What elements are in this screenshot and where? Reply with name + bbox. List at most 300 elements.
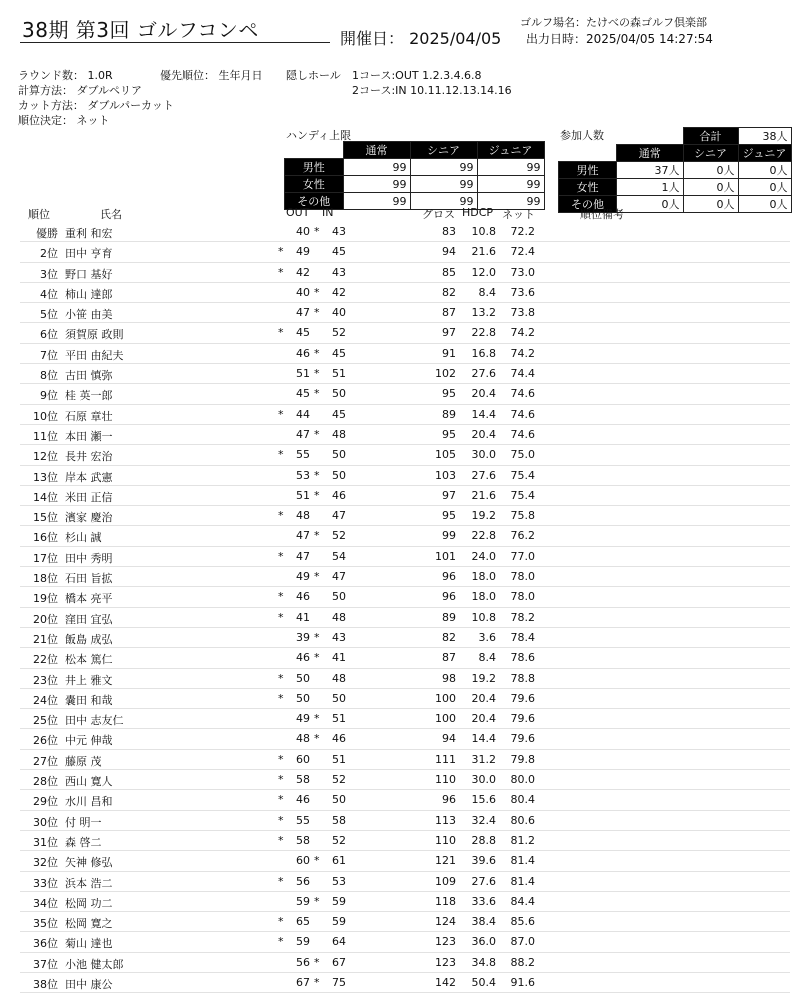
table-row (20, 973, 790, 993)
setting-rounds-value: 1.0R (87, 69, 113, 82)
output-datetime-label: 出力日時： (526, 32, 587, 46)
cell-s2: * (314, 570, 320, 584)
cell-name: 本田 瀬一 (65, 429, 113, 443)
cell-out: 59 (296, 935, 310, 949)
cell-out: 50 (296, 691, 310, 705)
handicap-cell: 99 (343, 159, 410, 176)
cell-in: 50 (332, 387, 346, 401)
col-gross: グロス (422, 208, 455, 221)
cell-out: 45 (296, 387, 310, 401)
cell-name: 中元 伸哉 (65, 734, 113, 748)
participants-row-label: 女性 (559, 179, 617, 196)
cell-in: 61 (332, 854, 346, 868)
handicap-cell: 99 (410, 176, 477, 193)
cell-gross: 89 (442, 610, 456, 624)
cell-gross: 109 (435, 874, 456, 888)
col-name: 氏名 (100, 208, 122, 221)
cell-s1: * (278, 448, 284, 462)
cell-net: 72.2 (510, 225, 535, 238)
table-row (20, 669, 790, 689)
cell-hdcp: 15.6 (471, 793, 496, 807)
cell-in: 45 (332, 346, 346, 360)
table-row (20, 790, 790, 810)
cell-name: 野口 基好 (65, 267, 113, 281)
handicap-title: ハンディ上限 (286, 129, 352, 142)
cell-rank: 17位 (33, 551, 58, 565)
cell-hdcp: 8.4 (478, 651, 496, 665)
event-date (340, 26, 501, 49)
cell-hdcp: 18.0 (471, 590, 496, 604)
table-row (20, 344, 790, 364)
cell-name: 窪田 宜弘 (65, 612, 113, 626)
cell-in: 46 (332, 488, 346, 502)
setting-cut (18, 97, 174, 113)
col-hdcp: HDCP (462, 206, 494, 219)
cell-gross: 142 (435, 975, 456, 989)
cell-s1: * (278, 752, 284, 766)
cell-name: 桂 英一郎 (65, 389, 113, 403)
cell-name: 米田 正信 (65, 490, 113, 504)
results-table (20, 222, 790, 993)
cell-s1: * (278, 610, 284, 624)
participants-row-label: その他 (559, 196, 617, 213)
cell-hdcp: 30.0 (471, 773, 496, 787)
cell-out: 58 (296, 833, 310, 847)
cell-hdcp: 27.6 (471, 367, 496, 381)
cell-s1: * (278, 671, 284, 685)
handicap-cell: 99 (410, 159, 477, 176)
col-in: IN (322, 206, 334, 219)
cell-out: 46 (296, 651, 310, 665)
cell-in: 40 (332, 306, 346, 320)
handicap-row-label: 男性 (285, 159, 344, 176)
cell-out: 41 (296, 610, 310, 624)
cell-s2: * (314, 854, 320, 868)
cell-s2: * (314, 529, 320, 543)
cell-name: 田中 康公 (65, 977, 113, 991)
setting-order-label: 順位決定： (18, 114, 73, 127)
cell-net: 74.2 (510, 326, 535, 340)
cell-hdcp: 3.6 (478, 630, 496, 644)
cell-gross: 111 (435, 752, 456, 766)
table-row (20, 222, 790, 242)
cell-hdcp: 36.0 (471, 935, 496, 949)
cell-net: 79.6 (510, 732, 535, 746)
cell-gross: 105 (435, 448, 456, 462)
cell-rank: 5位 (40, 308, 58, 322)
cell-out: 56 (296, 874, 310, 888)
cell-s2: * (314, 651, 320, 665)
participants-cell: 0人 (738, 179, 791, 196)
cell-out: 58 (296, 773, 310, 787)
cell-rank: 16位 (33, 531, 58, 545)
handicap-table (284, 141, 545, 210)
table-row (20, 750, 790, 770)
cell-rank: 23位 (33, 673, 58, 687)
cell-hdcp: 22.8 (471, 326, 496, 340)
cell-gross: 113 (435, 813, 456, 827)
cell-name: 矢神 修弘 (65, 856, 113, 870)
cell-rank: 2位 (40, 247, 58, 261)
cell-net: 75.4 (510, 488, 535, 502)
col-rank: 順位 (28, 208, 50, 221)
table-row (20, 303, 790, 323)
cell-s1: * (278, 265, 284, 279)
cell-in: 53 (332, 874, 346, 888)
table-row (20, 689, 790, 709)
cell-in: 52 (332, 773, 346, 787)
hidden-course-2: 2コース:IN 10.11.12.13.14.16 (352, 84, 512, 97)
cell-gross: 96 (442, 570, 456, 584)
table-row (20, 953, 790, 973)
participants-cell: 0人 (683, 179, 738, 196)
table-row (20, 831, 790, 851)
cell-out: 42 (296, 265, 310, 279)
handicap-cell: 99 (343, 176, 410, 193)
cell-gross: 95 (442, 509, 456, 523)
cell-out: 49 (296, 570, 310, 584)
cell-net: 80.4 (510, 793, 535, 807)
cell-s1: * (278, 549, 284, 563)
table-row (20, 526, 790, 546)
cell-s2: * (314, 468, 320, 482)
cell-s2: * (314, 387, 320, 401)
handicap-col-header: 通常 (343, 142, 410, 159)
cell-rank: 33位 (33, 876, 58, 890)
cell-rank: 7位 (40, 348, 58, 362)
cell-rank: 4位 (40, 287, 58, 301)
event-date-label: 開催日： (340, 29, 405, 48)
table-row (20, 608, 790, 628)
event-date-value: 2025/04/05 (409, 29, 502, 48)
cell-in: 43 (332, 265, 346, 279)
cell-name: 浜本 浩二 (65, 876, 113, 890)
cell-in: 48 (332, 610, 346, 624)
cell-s1: * (278, 407, 284, 421)
cell-net: 91.6 (510, 975, 535, 989)
cell-gross: 94 (442, 732, 456, 746)
cell-hdcp: 20.4 (471, 387, 496, 401)
cell-gross: 110 (435, 833, 456, 847)
cell-in: 59 (332, 894, 346, 908)
cell-rank: 35位 (33, 917, 58, 931)
cell-out: 51 (296, 488, 310, 502)
cell-hdcp: 18.0 (471, 570, 496, 584)
cell-s1: * (278, 590, 284, 604)
cell-hdcp: 27.6 (471, 468, 496, 482)
cell-s2: * (314, 630, 320, 644)
cell-gross: 95 (442, 427, 456, 441)
cell-hdcp: 14.4 (471, 732, 496, 746)
cell-in: 58 (332, 813, 346, 827)
cell-hdcp: 50.4 (471, 975, 496, 989)
setting-calc (18, 82, 142, 98)
cell-in: 48 (332, 427, 346, 441)
cell-name: 長井 宏治 (65, 450, 113, 464)
cell-hdcp: 16.8 (471, 346, 496, 360)
cell-out: 47 (296, 306, 310, 320)
col-out: OUT (286, 206, 310, 219)
table-row (20, 425, 790, 445)
cell-gross: 110 (435, 773, 456, 787)
cell-out: 46 (296, 346, 310, 360)
cell-rank: 22位 (33, 653, 58, 667)
cell-net: 78.0 (510, 570, 535, 584)
cell-net: 74.6 (510, 387, 535, 401)
cell-name: 石田 旨拡 (65, 572, 113, 586)
cell-in: 54 (332, 549, 346, 563)
cell-gross: 83 (442, 225, 456, 238)
cell-gross: 97 (442, 488, 456, 502)
cell-s1: * (278, 793, 284, 807)
participants-cell: 1人 (617, 179, 684, 196)
col-remarks: 順位備考 (580, 208, 624, 221)
cell-in: 50 (332, 793, 346, 807)
cell-s2: * (314, 306, 320, 320)
cell-net: 74.2 (510, 346, 535, 360)
cell-in: 50 (332, 468, 346, 482)
cell-s1: * (278, 691, 284, 705)
cell-gross: 82 (442, 285, 456, 299)
table-row (20, 628, 790, 648)
participants-row-label: 男性 (559, 162, 617, 179)
cell-net: 80.6 (510, 813, 535, 827)
cell-in: 46 (332, 732, 346, 746)
cell-s2: * (314, 975, 320, 989)
cell-out: 46 (296, 590, 310, 604)
cell-gross: 100 (435, 712, 456, 726)
cell-rank: 18位 (33, 572, 58, 586)
cell-out: 46 (296, 793, 310, 807)
cell-in: 50 (332, 691, 346, 705)
cell-in: 52 (332, 529, 346, 543)
cell-name: 濱家 慶治 (65, 511, 113, 525)
table-row (20, 547, 790, 567)
cell-name: 須賀原 政則 (65, 328, 124, 342)
cell-net: 73.8 (510, 306, 535, 320)
cell-net: 74.6 (510, 427, 535, 441)
table-row (20, 587, 790, 607)
cell-out: 44 (296, 407, 310, 421)
cell-hdcp: 34.8 (471, 955, 496, 969)
cell-rank: 11位 (33, 429, 58, 443)
cell-rank: 14位 (33, 490, 58, 504)
cell-rank: 13位 (33, 470, 58, 484)
cell-name: 藤原 茂 (65, 754, 102, 768)
cell-gross: 82 (442, 630, 456, 644)
cell-net: 74.4 (510, 367, 535, 381)
cell-s2: * (314, 732, 320, 746)
cell-hdcp: 32.4 (471, 813, 496, 827)
cell-rank: 優勝 (36, 227, 58, 240)
cell-gross: 99 (442, 529, 456, 543)
cell-rank: 10位 (33, 409, 58, 423)
cell-name: 杉山 誠 (65, 531, 102, 545)
table-row (20, 506, 790, 526)
table-row (20, 729, 790, 749)
cell-net: 85.6 (510, 915, 535, 929)
participants-col-header: ジュニア (738, 145, 791, 162)
cell-name: 田中 志友仁 (65, 714, 124, 728)
cell-s1: * (278, 833, 284, 847)
table-row (20, 263, 790, 283)
cell-net: 75.4 (510, 468, 535, 482)
setting-calc-value: ダブルペリア (76, 84, 143, 97)
cell-in: 52 (332, 833, 346, 847)
cell-in: 52 (332, 326, 346, 340)
cell-in: 59 (332, 915, 346, 929)
cell-out: 53 (296, 468, 310, 482)
cell-s1: * (278, 915, 284, 929)
cell-in: 51 (332, 752, 346, 766)
cell-net: 73.0 (510, 265, 535, 279)
cell-hdcp: 30.0 (471, 448, 496, 462)
cell-rank: 24位 (33, 693, 58, 707)
table-row (20, 912, 790, 932)
cell-rank: 29位 (33, 795, 58, 809)
table-row (20, 648, 790, 668)
handicap-col-header: ジュニア (477, 142, 544, 159)
cell-in: 41 (332, 651, 346, 665)
cell-gross: 100 (435, 691, 456, 705)
cell-in: 47 (332, 509, 346, 523)
cell-out: 39 (296, 630, 310, 644)
cell-name: 岸本 武憲 (65, 470, 113, 484)
cell-in: 43 (332, 630, 346, 644)
table-row (20, 892, 790, 912)
cell-in: 45 (332, 407, 346, 421)
cell-name: 西山 寛人 (65, 775, 113, 789)
cell-s2: * (314, 225, 320, 238)
cell-net: 78.2 (510, 610, 535, 624)
handicap-row-label: その他 (285, 193, 344, 210)
table-row (20, 242, 790, 262)
cell-net: 81.2 (510, 833, 535, 847)
cell-out: 49 (296, 712, 310, 726)
cell-s2: * (314, 367, 320, 381)
cell-in: 47 (332, 570, 346, 584)
cell-hdcp: 39.6 (471, 854, 496, 868)
cell-rank: 20位 (33, 612, 58, 626)
cell-out: 51 (296, 367, 310, 381)
setting-order (18, 112, 110, 128)
cell-hdcp: 14.4 (471, 407, 496, 421)
cell-gross: 91 (442, 346, 456, 360)
cell-net: 84.4 (510, 894, 535, 908)
cell-rank: 37位 (33, 957, 58, 971)
cell-hdcp: 20.4 (471, 427, 496, 441)
cell-rank: 28位 (33, 775, 58, 789)
cell-rank: 6位 (40, 328, 58, 342)
table-row (20, 709, 790, 729)
table-row (20, 872, 790, 892)
table-row (20, 770, 790, 790)
cell-out: 48 (296, 509, 310, 523)
cell-in: 43 (332, 225, 346, 238)
cell-rank: 32位 (33, 856, 58, 870)
handicap-cell: 99 (410, 193, 477, 210)
cell-rank: 26位 (33, 734, 58, 748)
table-row (20, 811, 790, 831)
cell-name: 平田 由紀夫 (65, 348, 124, 362)
cell-out: 45 (296, 326, 310, 340)
cell-s2: * (314, 955, 320, 969)
cell-gross: 102 (435, 367, 456, 381)
cell-net: 79.6 (510, 691, 535, 705)
cell-s1: * (278, 326, 284, 340)
cell-name: 小池 健太郎 (65, 957, 124, 971)
cell-name: 嚢田 和哉 (65, 693, 113, 707)
cell-net: 81.4 (510, 874, 535, 888)
participants-cell: 0人 (683, 162, 738, 179)
cell-name: 重利 和宏 (65, 227, 113, 240)
cell-s1: * (278, 813, 284, 827)
cell-net: 72.4 (510, 245, 535, 259)
participants-cell: 0人 (683, 196, 738, 213)
cell-name: 古田 慎弥 (65, 369, 113, 383)
setting-order-value: ネット (76, 114, 110, 127)
cell-name: 水川 昌和 (65, 795, 113, 809)
cell-rank: 8位 (40, 369, 58, 383)
table-row (20, 851, 790, 871)
cell-rank: 12位 (33, 450, 58, 464)
cell-hdcp: 19.2 (471, 509, 496, 523)
participants-table (558, 127, 792, 213)
setting-rounds (18, 67, 113, 83)
table-row (20, 466, 790, 486)
hidden-hole-label: 隠しホール (286, 69, 341, 82)
cell-net: 74.6 (510, 407, 535, 421)
cell-net: 75.8 (510, 509, 535, 523)
cell-rank: 19位 (33, 592, 58, 606)
handicap-cell: 99 (343, 193, 410, 210)
cell-in: 75 (332, 975, 346, 989)
cell-hdcp: 21.6 (471, 245, 496, 259)
cell-hdcp: 20.4 (471, 712, 496, 726)
col-net: ネット (502, 208, 535, 221)
cell-out: 40 (296, 285, 310, 299)
cell-name: 付 明一 (65, 815, 102, 829)
cell-gross: 123 (435, 955, 456, 969)
output-datetime-value: 2025/04/05 14:27:54 (586, 32, 713, 46)
cell-s2: * (314, 894, 320, 908)
cell-rank: 27位 (33, 754, 58, 768)
participants-cell: 37人 (617, 162, 684, 179)
cell-rank: 38位 (33, 977, 58, 991)
cell-in: 51 (332, 712, 346, 726)
cell-net: 88.2 (510, 955, 535, 969)
cell-gross: 94 (442, 245, 456, 259)
cell-gross: 97 (442, 326, 456, 340)
cell-net: 77.0 (510, 549, 535, 563)
cell-name: 柿山 達郎 (65, 287, 113, 301)
cell-hdcp: 28.8 (471, 833, 496, 847)
cell-gross: 87 (442, 306, 456, 320)
cell-net: 81.4 (510, 854, 535, 868)
table-row (20, 405, 790, 425)
cell-gross: 101 (435, 549, 456, 563)
table-row (20, 932, 790, 952)
cell-s1: * (278, 773, 284, 787)
cell-rank: 25位 (33, 714, 58, 728)
cell-out: 47 (296, 529, 310, 543)
cell-rank: 36位 (33, 937, 58, 951)
cell-net: 79.6 (510, 712, 535, 726)
cell-out: 55 (296, 448, 310, 462)
cell-name: 石原 章壮 (65, 409, 113, 423)
setting-priority-label: 優先順位： (160, 69, 215, 82)
cell-s2: * (314, 488, 320, 502)
